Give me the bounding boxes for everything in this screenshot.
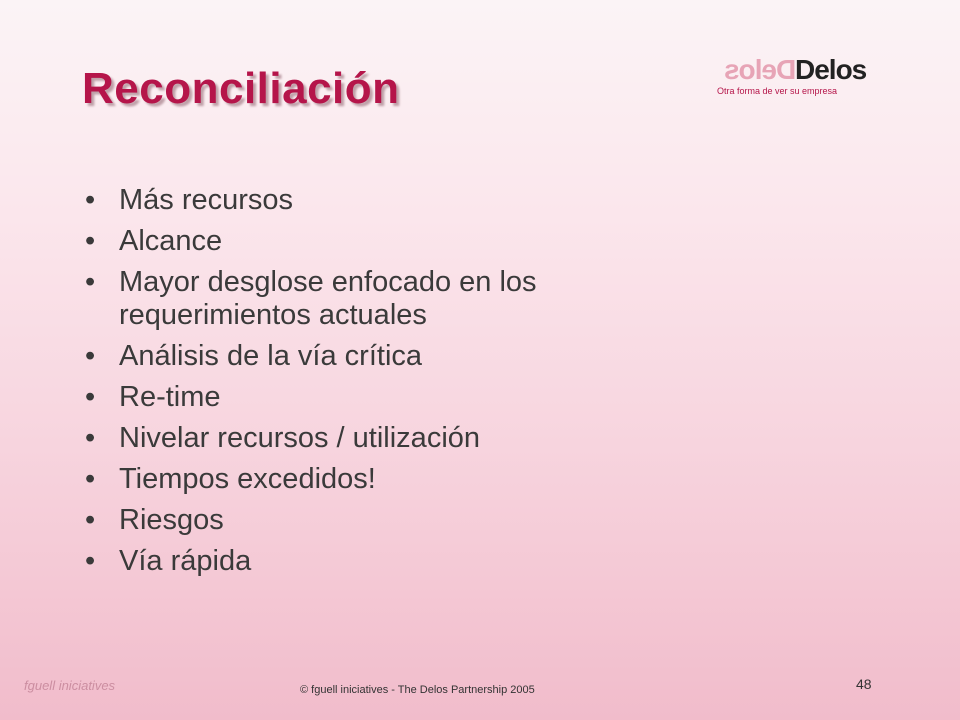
bullet-icon: •	[85, 340, 96, 372]
bullet-item	[85, 184, 725, 217]
bullet-icon: •	[85, 422, 96, 454]
footer-brand-logo: fguell iniciatives	[24, 678, 116, 693]
bullet-item	[85, 266, 725, 332]
bullet-item	[85, 422, 725, 455]
bullet-text: Tiempos excedidos!	[119, 463, 376, 495]
bullet-icon: •	[85, 463, 96, 495]
bullet-item	[85, 463, 725, 496]
slide-title: Reconciliación	[82, 64, 400, 113]
bullet-text: Re-time	[119, 381, 221, 413]
bullet-text: Mayor desglose enfocado en los requerimientos actuales	[119, 266, 537, 331]
bullet-icon: •	[85, 504, 96, 536]
bullet-list	[85, 184, 725, 586]
footer-copyright: © fguell iniciatives - The Delos Partnership 2005	[300, 684, 535, 696]
bullet-item	[85, 504, 725, 537]
bullet-item	[85, 381, 725, 414]
bullet-item	[85, 545, 725, 578]
bullet-text: Nivelar recursos / utilización	[119, 422, 481, 454]
bullet-item	[85, 340, 725, 373]
logo-mirror-text: Delos	[725, 54, 797, 85]
bullet-text: Análisis de la vía crítica	[119, 340, 423, 372]
bullet-icon: •	[85, 266, 96, 298]
delos-logo	[700, 50, 890, 100]
bullet-text: Más recursos	[119, 184, 294, 216]
bullet-text: Alcance	[119, 225, 223, 257]
bullet-icon: •	[85, 381, 96, 413]
bullet-icon: •	[85, 184, 96, 216]
page-number: 48	[856, 676, 872, 692]
logo-tagline: Otra forma de ver su empresa	[717, 86, 838, 96]
bullet-icon: •	[85, 545, 96, 577]
bullet-icon: •	[85, 225, 96, 257]
bullet-text: Riesgos	[119, 504, 224, 536]
logo-main-text: Delos	[795, 54, 867, 85]
bullet-item	[85, 225, 725, 258]
bullet-text: Vía rápida	[119, 545, 252, 577]
